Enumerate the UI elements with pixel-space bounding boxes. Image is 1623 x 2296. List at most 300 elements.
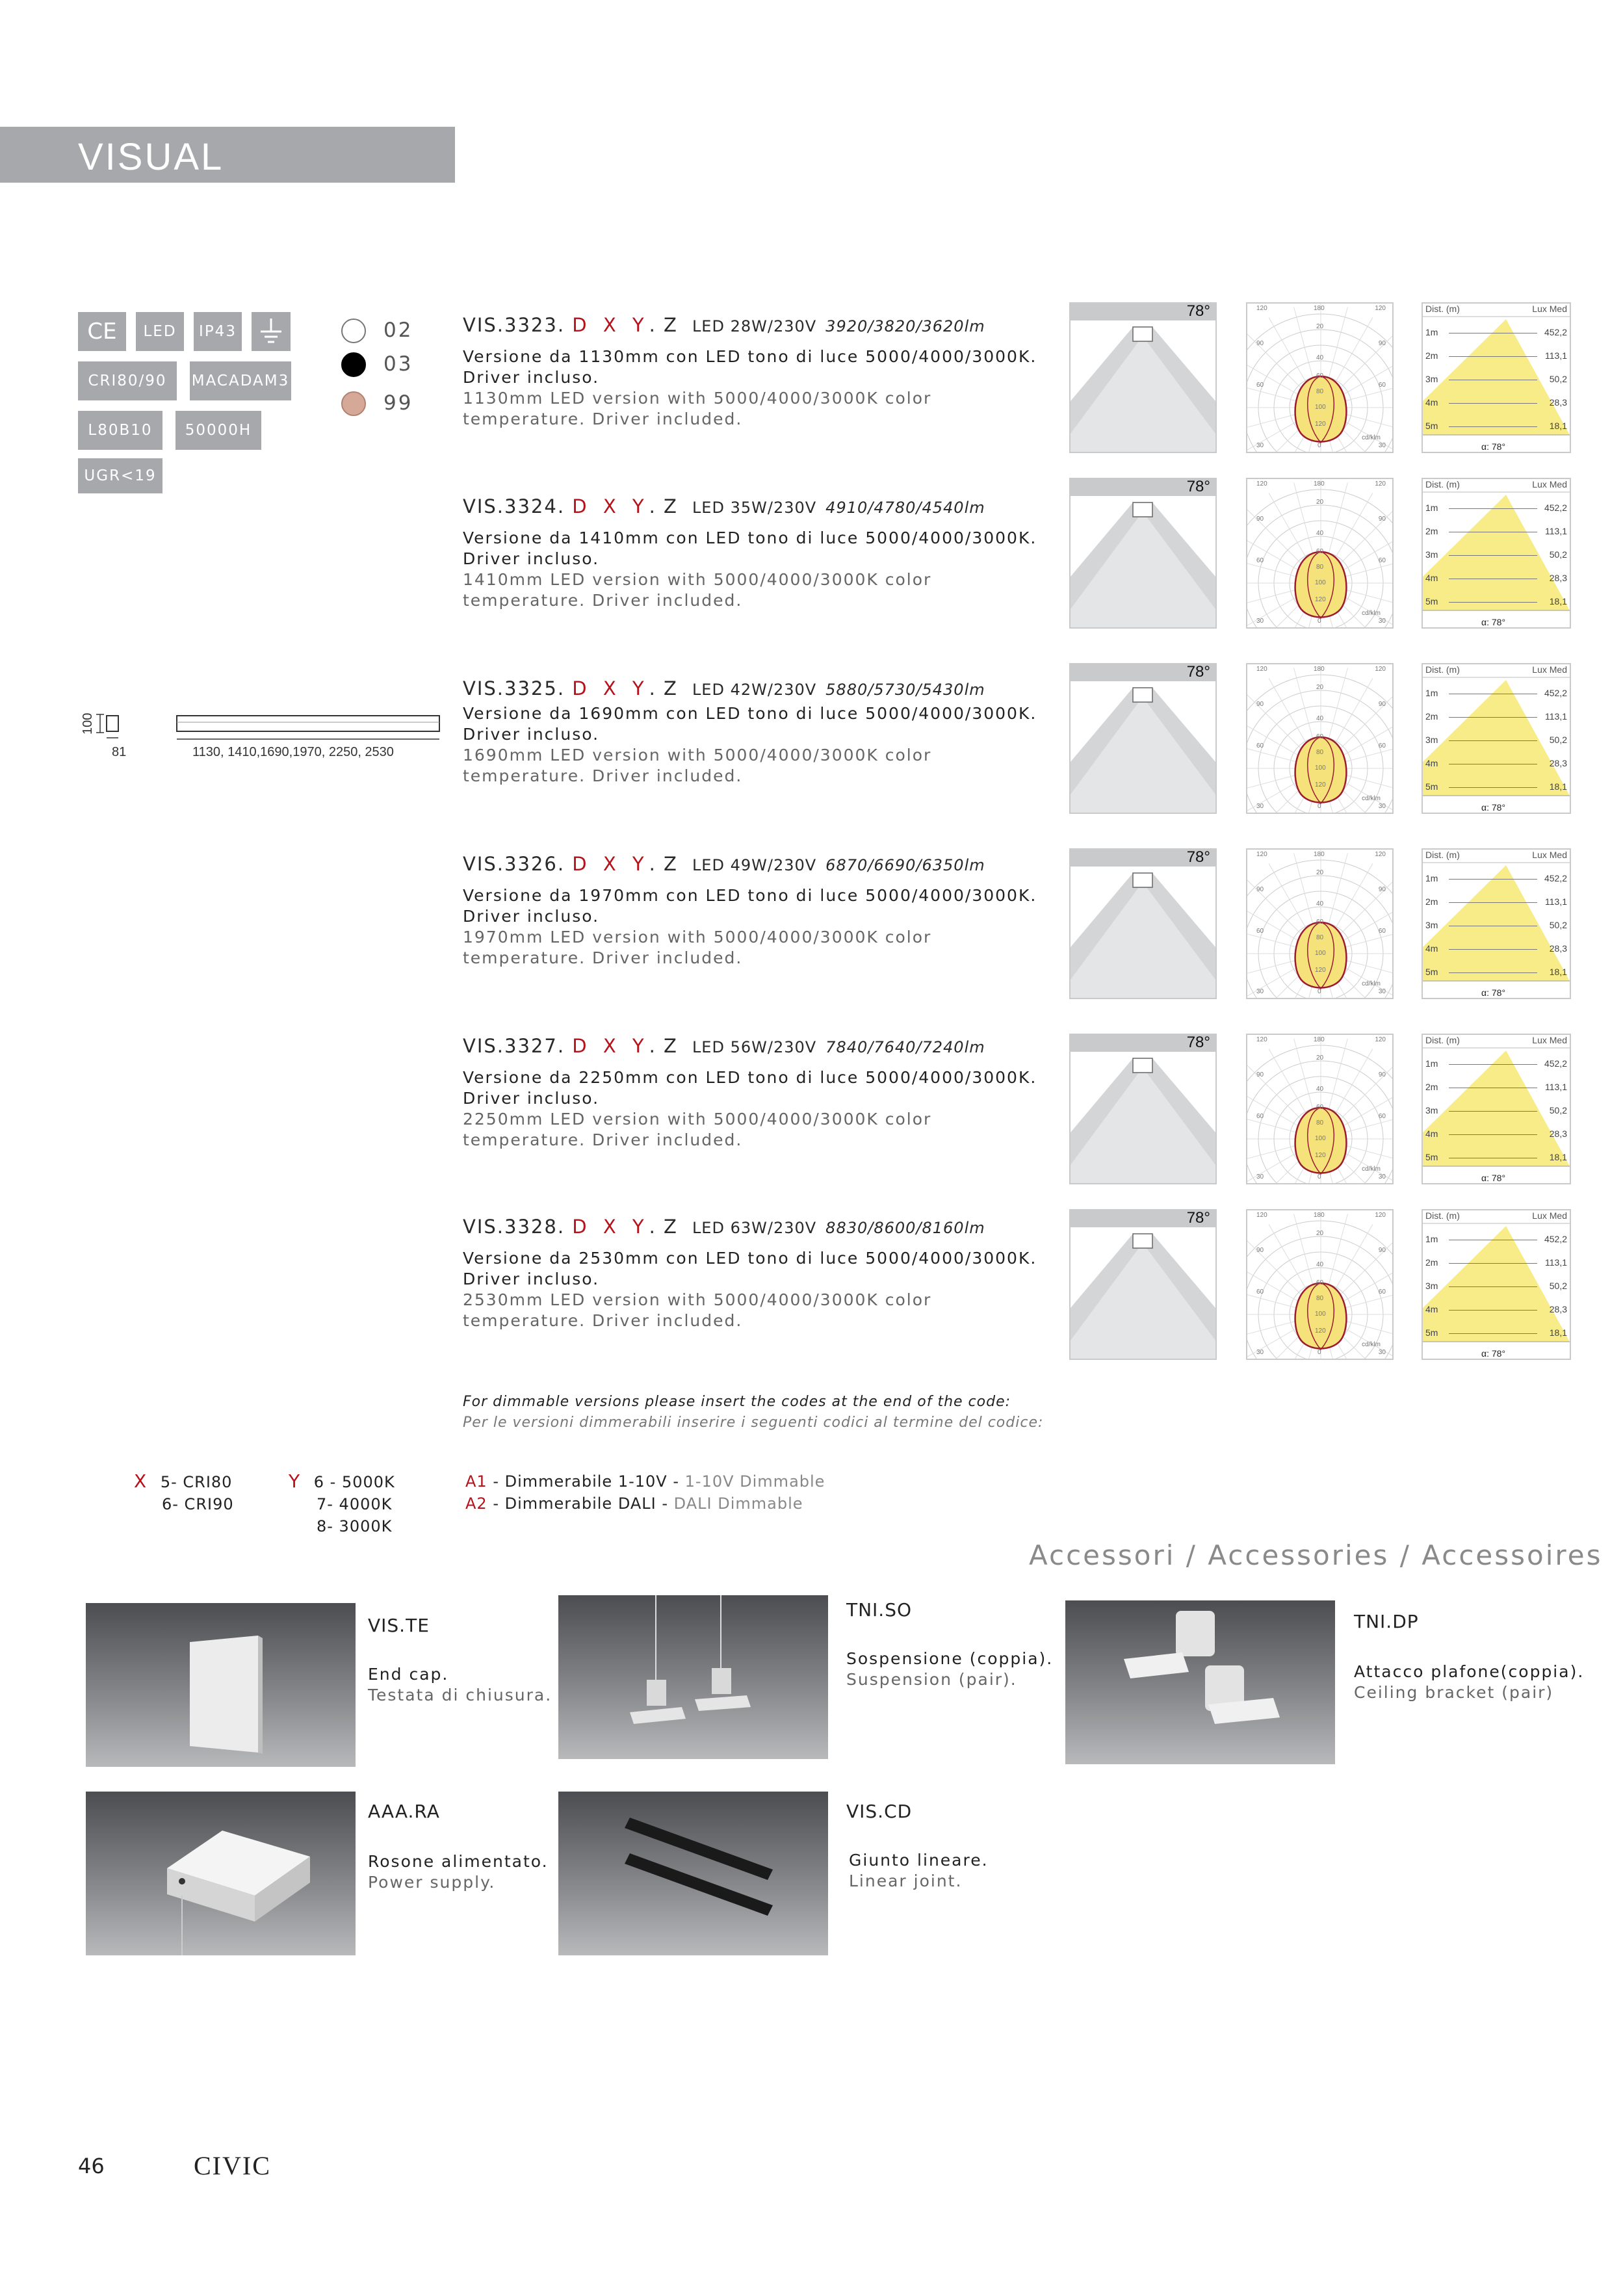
product-spec: LED 49W/230V bbox=[692, 856, 817, 874]
product-entry bbox=[463, 314, 1048, 430]
finish-code: 03 bbox=[383, 352, 413, 376]
polar-axis-label: 60 bbox=[1256, 1288, 1264, 1296]
polar-axis-label: cd/klm bbox=[1362, 1166, 1381, 1173]
lux-row-distance: 5m bbox=[1425, 421, 1438, 431]
polar-axis-label: 40 bbox=[1316, 1086, 1324, 1093]
lux-row-value: 28,3 bbox=[1549, 1304, 1567, 1314]
polar-axis-label: 60 bbox=[1316, 919, 1324, 926]
polar-axis-label: 20 bbox=[1316, 499, 1324, 506]
polar-axis-label: 100 bbox=[1315, 404, 1326, 411]
polar-axis-label: 30 bbox=[1378, 803, 1386, 810]
ceiling-bracket-photo bbox=[1065, 1600, 1335, 1764]
title-bar bbox=[0, 127, 455, 183]
lux-row-distance: 2m bbox=[1425, 1257, 1438, 1268]
product-suffix: . Z bbox=[649, 495, 678, 517]
product-suffix: . Z bbox=[649, 677, 678, 699]
polar-axis-label: 40 bbox=[1316, 530, 1324, 537]
polar-axis-label: 120 bbox=[1375, 666, 1386, 673]
lux-row-value: 452,2 bbox=[1544, 1058, 1567, 1069]
lux-row-leader bbox=[1449, 555, 1537, 556]
lux-row-value: 18,1 bbox=[1549, 781, 1567, 792]
polar-axis-label: 180 bbox=[1314, 851, 1325, 858]
lux-header-distance: Dist. (m) bbox=[1425, 479, 1460, 489]
polar-axis-label: 30 bbox=[1256, 618, 1264, 625]
lux-row-value: 18,1 bbox=[1549, 596, 1567, 607]
polar-axis-label: cd/klm bbox=[1362, 434, 1381, 441]
suspension-photo bbox=[558, 1595, 828, 1759]
lux-header-distance: Dist. (m) bbox=[1425, 850, 1460, 860]
lux-row-distance: 5m bbox=[1425, 781, 1438, 792]
lux-row-distance: 3m bbox=[1425, 374, 1438, 384]
polar-distribution-chart bbox=[1246, 1209, 1394, 1360]
lux-row-distance: 3m bbox=[1425, 735, 1438, 745]
page-title: VISUAL bbox=[78, 136, 224, 178]
lux-row-value: 28,3 bbox=[1549, 943, 1567, 954]
lux-row-value: 452,2 bbox=[1544, 688, 1567, 698]
lux-row-value: 50,2 bbox=[1549, 1281, 1567, 1291]
polar-axis-label: 30 bbox=[1256, 803, 1264, 810]
lux-row-distance: 2m bbox=[1425, 711, 1438, 722]
polar-axis-label: 180 bbox=[1314, 666, 1325, 673]
finish-swatch-copper bbox=[341, 391, 366, 416]
polar-axis-label: 80 bbox=[1316, 1119, 1324, 1127]
accessory-code: TNI.SO bbox=[846, 1599, 913, 1621]
product-desc-it: Versione da 2530mm con LED tono di luce 5000/4000/3000K. Driver incluso. bbox=[463, 1249, 1037, 1288]
product-desc-it: Versione da 1130mm con LED tono di luce 5000/4000/3000K. Driver incluso. bbox=[463, 347, 1037, 387]
polar-axis-label: 60 bbox=[1256, 742, 1264, 750]
product-variant: D X Y bbox=[572, 1035, 649, 1057]
polar-axis-label: 120 bbox=[1375, 851, 1386, 858]
beam-angle-label: 78° bbox=[1186, 478, 1210, 495]
product-code: VIS.3324. bbox=[463, 495, 565, 517]
lux-row-value: 28,3 bbox=[1549, 573, 1567, 583]
y-item: 7- 4000K bbox=[317, 1495, 393, 1513]
product-entry bbox=[463, 495, 1048, 611]
polar-axis-label: 120 bbox=[1375, 305, 1386, 312]
accessory-desc-it: Sospensione (coppia). bbox=[846, 1649, 1054, 1668]
polar-axis-label: 80 bbox=[1316, 934, 1324, 941]
beam-angle-label: 78° bbox=[1186, 1209, 1210, 1227]
lux-row-value: 452,2 bbox=[1544, 502, 1567, 513]
lux-row-value: 50,2 bbox=[1549, 1105, 1567, 1115]
lux-header-value: Lux Med bbox=[1532, 664, 1567, 675]
lux-row-leader bbox=[1449, 356, 1537, 357]
lux-row-value: 113,1 bbox=[1545, 1257, 1567, 1268]
accessory-desc-en: Linear joint. bbox=[849, 1872, 963, 1890]
accessory-desc-en: Power supply. bbox=[368, 1873, 496, 1892]
lux-header-value: Lux Med bbox=[1532, 479, 1567, 489]
accessory-desc-it: Rosone alimentato. bbox=[368, 1852, 549, 1871]
lux-row-distance: 5m bbox=[1425, 1152, 1438, 1162]
beam-angle-diagram bbox=[1069, 848, 1217, 999]
polar-axis-label: 30 bbox=[1378, 1349, 1386, 1356]
polar-axis-label: 40 bbox=[1316, 1261, 1324, 1268]
product-variant: D X Y bbox=[572, 495, 649, 517]
end-cap-photo bbox=[86, 1603, 356, 1767]
lux-row-value: 18,1 bbox=[1549, 1152, 1567, 1162]
polar-axis-label: 40 bbox=[1316, 715, 1324, 722]
lux-header-value: Lux Med bbox=[1532, 850, 1567, 860]
polar-axis-label: 120 bbox=[1256, 480, 1267, 488]
lux-distance-table bbox=[1422, 1034, 1571, 1184]
brand-logo: CIVIC bbox=[194, 2151, 271, 2180]
polar-axis-label: 40 bbox=[1316, 354, 1324, 361]
product-code: VIS.3323. bbox=[463, 314, 565, 336]
polar-axis-label: 30 bbox=[1378, 1173, 1386, 1181]
polar-axis-label: 120 bbox=[1375, 1212, 1386, 1219]
lux-row-leader bbox=[1449, 787, 1537, 788]
product-lumen: 4910/4780/4540lm bbox=[825, 499, 985, 517]
lux-header-distance: Dist. (m) bbox=[1425, 1210, 1460, 1221]
linear-joint-photo bbox=[558, 1792, 828, 1955]
polar-axis-label: 100 bbox=[1315, 1311, 1326, 1318]
accessory-code: TNI.DP bbox=[1354, 1611, 1419, 1632]
lux-row-distance: 3m bbox=[1425, 1281, 1438, 1291]
polar-axis-label: 120 bbox=[1315, 1152, 1326, 1159]
lux-header-value: Lux Med bbox=[1532, 1035, 1567, 1045]
lux-row-distance: 1m bbox=[1425, 1058, 1438, 1069]
polar-axis-label: cd/klm bbox=[1362, 610, 1381, 617]
polar-axis-label: 0 bbox=[1318, 442, 1321, 449]
accessory-code: VIS.TE bbox=[368, 1615, 430, 1636]
lux-row-leader bbox=[1449, 902, 1537, 903]
polar-axis-label: 60 bbox=[1378, 1113, 1386, 1120]
polar-axis-label: 120 bbox=[1375, 480, 1386, 488]
polar-axis-label: 20 bbox=[1316, 1054, 1324, 1062]
polar-axis-label: 100 bbox=[1315, 1135, 1326, 1142]
product-suffix: . Z bbox=[649, 314, 678, 336]
led-badge: LED bbox=[136, 312, 184, 351]
finish-code: 99 bbox=[383, 391, 413, 415]
polar-axis-label: 120 bbox=[1315, 421, 1326, 428]
lux-row-leader bbox=[1449, 1064, 1537, 1065]
beam-angle-label: 78° bbox=[1186, 848, 1210, 866]
lux-row-value: 452,2 bbox=[1544, 1234, 1567, 1244]
lux-row-distance: 4m bbox=[1425, 758, 1438, 768]
polar-axis-label: 80 bbox=[1316, 749, 1324, 756]
lux-row-leader bbox=[1449, 1263, 1537, 1264]
beam-angle-diagram bbox=[1069, 663, 1217, 814]
lux-row-leader bbox=[1449, 1111, 1537, 1112]
lux-distance-table bbox=[1422, 663, 1571, 814]
lux-header-distance: Dist. (m) bbox=[1425, 1035, 1460, 1045]
product-header bbox=[463, 495, 1048, 517]
polar-axis-label: 90 bbox=[1378, 1247, 1386, 1254]
polar-axis-label: 120 bbox=[1315, 781, 1326, 789]
polar-axis-label: 60 bbox=[1378, 382, 1386, 389]
lux-row-leader bbox=[1449, 1134, 1537, 1135]
ip-badge: IP43 bbox=[194, 312, 242, 351]
polar-axis-label: 20 bbox=[1316, 1230, 1324, 1237]
polar-axis-label: 30 bbox=[1256, 442, 1264, 449]
accessory-desc-it: End cap. bbox=[368, 1665, 449, 1684]
polar-distribution-chart bbox=[1246, 478, 1394, 629]
lux-alpha-label: α: 78° bbox=[1481, 1173, 1506, 1183]
product-spec: LED 35W/230V bbox=[692, 499, 817, 517]
polar-axis-label: 90 bbox=[1378, 1071, 1386, 1078]
polar-axis-label: 100 bbox=[1315, 579, 1326, 586]
lux-alpha-label: α: 78° bbox=[1481, 802, 1506, 813]
power-supply-photo bbox=[86, 1792, 356, 1955]
polar-axis-label: 20 bbox=[1316, 869, 1324, 876]
product-desc-en: 1410mm LED version with 5000/4000/3000K color temperature. Driver included. bbox=[463, 570, 932, 610]
finish-swatch-black bbox=[341, 352, 366, 377]
lux-row-leader bbox=[1449, 426, 1537, 427]
product-lumen: 5880/5730/5430lm bbox=[825, 681, 985, 699]
lifetime-badge: 50000H bbox=[175, 411, 261, 450]
product-entry bbox=[463, 1216, 1048, 1331]
polar-axis-label: 120 bbox=[1256, 1036, 1267, 1043]
polar-axis-label: 60 bbox=[1256, 928, 1264, 935]
ce-badge: CE bbox=[78, 312, 126, 351]
polar-axis-label: 120 bbox=[1256, 666, 1267, 673]
product-code: VIS.3325. bbox=[463, 677, 565, 699]
product-suffix: . Z bbox=[649, 853, 678, 875]
lux-header-value: Lux Med bbox=[1532, 304, 1567, 314]
product-desc-en: 1970mm LED version with 5000/4000/3000K color temperature. Driver included. bbox=[463, 928, 932, 967]
accessory-desc-it: Giunto lineare. bbox=[849, 1851, 989, 1870]
polar-axis-label: 120 bbox=[1375, 1036, 1386, 1043]
lux-row-leader bbox=[1449, 949, 1537, 950]
lux-row-leader bbox=[1449, 972, 1537, 973]
lux-row-distance: 4m bbox=[1425, 573, 1438, 583]
lux-row-distance: 5m bbox=[1425, 967, 1438, 977]
lux-alpha-label: α: 78° bbox=[1481, 987, 1506, 998]
polar-axis-label: 0 bbox=[1318, 1173, 1321, 1181]
lux-row-value: 452,2 bbox=[1544, 327, 1567, 337]
beam-angle-diagram bbox=[1069, 1034, 1217, 1184]
y-codes bbox=[289, 1470, 395, 1537]
beam-angle-label: 78° bbox=[1186, 1034, 1210, 1051]
polar-axis-label: 60 bbox=[1378, 742, 1386, 750]
polar-distribution-chart bbox=[1246, 663, 1394, 814]
lux-alpha-label: α: 78° bbox=[1481, 441, 1506, 452]
lux-row-value: 28,3 bbox=[1549, 1128, 1567, 1139]
dimension-width: 81 bbox=[112, 745, 127, 759]
beam-angle-diagram bbox=[1069, 1209, 1217, 1360]
polar-axis-label: 0 bbox=[1318, 803, 1321, 810]
polar-axis-label: 90 bbox=[1256, 515, 1264, 523]
polar-axis-label: 80 bbox=[1316, 388, 1324, 395]
dimmable-note-en: For dimmable versions please insert the codes at the end of the code: bbox=[463, 1394, 1011, 1410]
lux-row-distance: 1m bbox=[1425, 873, 1438, 883]
lux-row-value: 18,1 bbox=[1549, 421, 1567, 431]
polar-axis-label: 120 bbox=[1315, 1327, 1326, 1335]
polar-axis-label: 60 bbox=[1378, 557, 1386, 564]
product-desc-it: Versione da 2250mm con LED tono di luce 5000/4000/3000K. Driver incluso. bbox=[463, 1068, 1037, 1108]
lux-row-distance: 1m bbox=[1425, 1234, 1438, 1244]
polar-axis-label: 60 bbox=[1256, 1113, 1264, 1120]
polar-axis-label: cd/klm bbox=[1362, 795, 1381, 802]
polar-axis-label: 120 bbox=[1315, 967, 1326, 974]
lux-row-leader bbox=[1449, 1310, 1537, 1311]
product-variant: D X Y bbox=[572, 1216, 649, 1238]
product-variant: D X Y bbox=[572, 677, 649, 699]
polar-distribution-chart bbox=[1246, 848, 1394, 999]
polar-axis-label: 60 bbox=[1316, 1279, 1324, 1286]
lux-row-leader bbox=[1449, 740, 1537, 741]
lux-row-distance: 2m bbox=[1425, 526, 1438, 536]
polar-axis-label: 180 bbox=[1314, 305, 1325, 312]
polar-axis-label: 180 bbox=[1314, 1036, 1325, 1043]
polar-axis-label: 90 bbox=[1256, 1247, 1264, 1254]
lux-row-value: 50,2 bbox=[1549, 920, 1567, 930]
polar-axis-label: 90 bbox=[1256, 340, 1264, 347]
polar-axis-label: 0 bbox=[1318, 1349, 1321, 1356]
lux-row-distance: 1m bbox=[1425, 327, 1438, 337]
lux-row-distance: 2m bbox=[1425, 896, 1438, 907]
product-entry bbox=[463, 677, 1048, 787]
lux-row-value: 113,1 bbox=[1545, 350, 1567, 361]
polar-axis-label: 40 bbox=[1316, 900, 1324, 907]
polar-axis-label: 30 bbox=[1256, 988, 1264, 995]
accessory-desc-en: Ceiling bracket (pair) bbox=[1354, 1683, 1554, 1702]
product-header bbox=[463, 853, 1048, 875]
product-lumen: 7840/7640/7240lm bbox=[825, 1038, 985, 1056]
product-desc-it: Versione da 1690mm con LED tono di luce 5000/4000/3000K. Driver incluso. bbox=[463, 704, 1037, 744]
lux-row-distance: 5m bbox=[1425, 596, 1438, 607]
lux-row-distance: 2m bbox=[1425, 350, 1438, 361]
polar-distribution-chart bbox=[1246, 302, 1394, 453]
polar-axis-label: 120 bbox=[1256, 1212, 1267, 1219]
product-desc-it: Versione da 1970mm con LED tono di luce 5000/4000/3000K. Driver incluso. bbox=[463, 886, 1037, 926]
polar-axis-label: 100 bbox=[1315, 764, 1326, 772]
product-desc-en: 2530mm LED version with 5000/4000/3000K color temperature. Driver included. bbox=[463, 1290, 932, 1330]
lux-row-distance: 4m bbox=[1425, 1128, 1438, 1139]
lux-row-leader bbox=[1449, 508, 1537, 509]
polar-axis-label: 60 bbox=[1316, 1104, 1324, 1111]
polar-axis-label: 20 bbox=[1316, 684, 1324, 691]
polar-axis-label: 90 bbox=[1256, 701, 1264, 708]
lux-row-leader bbox=[1449, 403, 1537, 404]
accessory-desc-it: Attacco plafone(coppia). bbox=[1354, 1662, 1585, 1681]
polar-axis-label: 80 bbox=[1316, 564, 1324, 571]
product-code: VIS.3328. bbox=[463, 1216, 565, 1238]
product-suffix: . Z bbox=[649, 1216, 678, 1238]
polar-axis-label: 60 bbox=[1256, 382, 1264, 389]
polar-axis-label: 120 bbox=[1256, 851, 1267, 858]
lux-row-leader bbox=[1449, 717, 1537, 718]
beam-angle-diagram bbox=[1069, 302, 1217, 453]
product-code: VIS.3326. bbox=[463, 853, 565, 875]
dimension-height: 100 bbox=[81, 712, 95, 735]
x-codes bbox=[134, 1470, 234, 1515]
lux-header-distance: Dist. (m) bbox=[1425, 664, 1460, 675]
polar-axis-label: 100 bbox=[1315, 950, 1326, 957]
dimmable-code-row: A1 - Dimmerabile 1-10V - 1-10V Dimmable bbox=[465, 1472, 825, 1491]
product-spec: LED 42W/230V bbox=[692, 681, 817, 699]
polar-axis-label: 60 bbox=[1316, 733, 1324, 740]
polar-axis-label: 30 bbox=[1378, 988, 1386, 995]
lux-row-distance: 3m bbox=[1425, 1105, 1438, 1115]
accessory-desc-en: Suspension (pair). bbox=[846, 1670, 1017, 1689]
lux-row-value: 18,1 bbox=[1549, 967, 1567, 977]
y-label: Y bbox=[289, 1470, 301, 1492]
accessories-title: Accessori / Accessories / Accessoires bbox=[1029, 1539, 1603, 1571]
lux-row-distance: 1m bbox=[1425, 502, 1438, 513]
product-lumen: 3920/3820/3620lm bbox=[825, 317, 985, 335]
lux-row-distance: 4m bbox=[1425, 397, 1438, 408]
polar-axis-label: 60 bbox=[1316, 548, 1324, 555]
lux-row-leader bbox=[1449, 1286, 1537, 1287]
lux-header-distance: Dist. (m) bbox=[1425, 304, 1460, 314]
polar-axis-label: 90 bbox=[1378, 701, 1386, 708]
polar-axis-label: 90 bbox=[1378, 515, 1386, 523]
y-item: 8- 3000K bbox=[317, 1517, 393, 1535]
lux-header-value: Lux Med bbox=[1532, 1210, 1567, 1221]
polar-axis-label: 90 bbox=[1256, 1071, 1264, 1078]
polar-axis-label: 0 bbox=[1318, 618, 1321, 625]
beam-angle-diagram bbox=[1069, 478, 1217, 629]
macadam-badge: MACADAM3 bbox=[190, 361, 291, 400]
dimmable-note-it: Per le versioni dimmerabili inserire i seguenti codici al termine del codice: bbox=[463, 1415, 1044, 1431]
polar-axis-label: 60 bbox=[1256, 557, 1264, 564]
page-number: 46 bbox=[78, 2154, 105, 2178]
dimmable-codes bbox=[465, 1470, 825, 1515]
beam-angle-label: 78° bbox=[1186, 663, 1210, 681]
lux-distance-table bbox=[1422, 478, 1571, 629]
product-desc-it: Versione da 1410mm con LED tono di luce 5000/4000/3000K. Driver incluso. bbox=[463, 528, 1037, 568]
lux-row-value: 50,2 bbox=[1549, 374, 1567, 384]
lux-row-distance: 3m bbox=[1425, 920, 1438, 930]
polar-axis-label: 120 bbox=[1315, 596, 1326, 603]
x-item: 6- CRI90 bbox=[162, 1495, 234, 1513]
lux-alpha-label: α: 78° bbox=[1481, 617, 1506, 627]
product-header bbox=[463, 1035, 1048, 1057]
polar-axis-label: 0 bbox=[1318, 988, 1321, 995]
accessory-desc-en: Testata di chiusura. bbox=[368, 1686, 552, 1704]
lux-row-value: 452,2 bbox=[1544, 873, 1567, 883]
polar-axis-label: 30 bbox=[1378, 442, 1386, 449]
accessory-code: VIS.CD bbox=[846, 1801, 913, 1822]
lux-row-leader bbox=[1449, 602, 1537, 603]
polar-distribution-chart bbox=[1246, 1034, 1394, 1184]
ugr-badge: UGR<19 bbox=[78, 458, 162, 493]
polar-axis-label: cd/klm bbox=[1362, 980, 1381, 987]
product-lumen: 6870/6690/6350lm bbox=[825, 856, 985, 874]
lumen-maintenance-badge: L80B10 bbox=[78, 411, 162, 450]
polar-axis-label: 20 bbox=[1316, 323, 1324, 330]
product-header bbox=[463, 314, 1048, 336]
product-lumen: 8830/8600/8160lm bbox=[825, 1219, 985, 1237]
finish-code: 02 bbox=[383, 319, 413, 342]
lux-row-distance: 5m bbox=[1425, 1327, 1438, 1338]
product-spec: LED 56W/230V bbox=[692, 1038, 817, 1056]
cri-badge: CRI80/90 bbox=[78, 361, 177, 400]
finish-swatch-white bbox=[341, 319, 366, 343]
product-desc-en: 1690mm LED version with 5000/4000/3000K color temperature. Driver included. bbox=[463, 746, 932, 785]
dimension-drawing bbox=[78, 705, 442, 770]
product-header bbox=[463, 677, 1048, 699]
lux-row-value: 28,3 bbox=[1549, 758, 1567, 768]
lux-row-distance: 3m bbox=[1425, 549, 1438, 560]
product-entry bbox=[463, 853, 1048, 969]
lux-row-value: 50,2 bbox=[1549, 549, 1567, 560]
polar-axis-label: 90 bbox=[1378, 340, 1386, 347]
y-item: 6 - 5000K bbox=[313, 1473, 395, 1491]
lux-distance-table bbox=[1422, 1209, 1571, 1360]
earth-ground-icon bbox=[252, 312, 291, 351]
polar-axis-label: 60 bbox=[1378, 928, 1386, 935]
polar-axis-label: 30 bbox=[1256, 1349, 1264, 1356]
product-variant: D X Y bbox=[572, 314, 649, 336]
product-variant: D X Y bbox=[572, 853, 649, 875]
product-entry bbox=[463, 1035, 1048, 1151]
lux-row-value: 113,1 bbox=[1545, 711, 1567, 722]
product-spec: LED 63W/230V bbox=[692, 1219, 817, 1237]
polar-axis-label: 30 bbox=[1256, 1173, 1264, 1181]
polar-axis-label: 90 bbox=[1256, 886, 1264, 893]
